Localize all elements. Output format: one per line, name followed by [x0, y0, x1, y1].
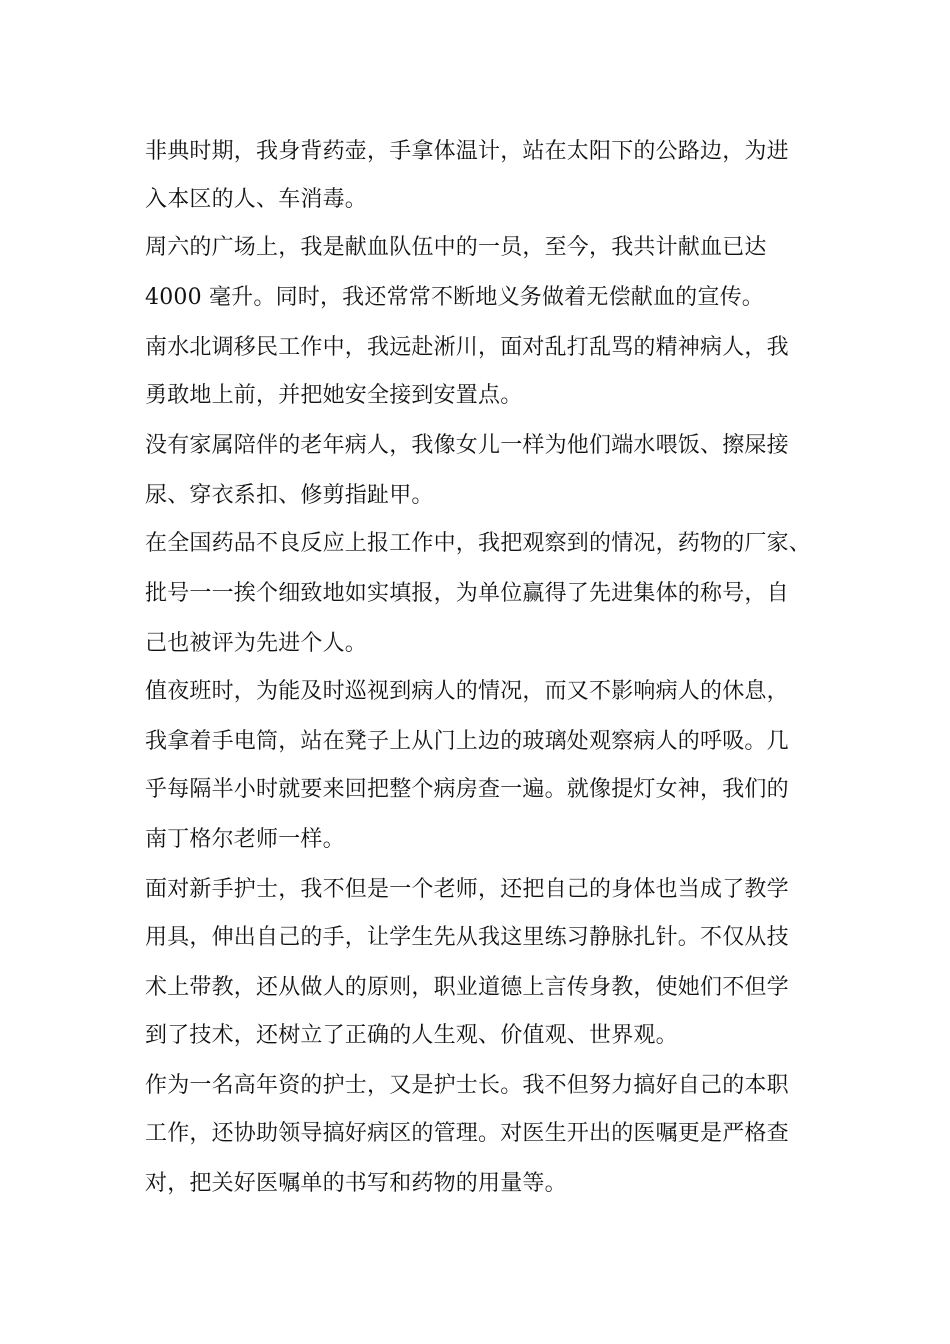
text-line: 用具，伸出自己的手，让学生先从我这里练习静脉扎针。不仅从技: [145, 925, 789, 950]
text-line: 4000 毫升。同时，我还常常不断地义务做着无偿献血的宣传。: [145, 285, 764, 310]
text-line: 乎每隔半小时就要来回把整个病房查一遍。就像提灯女神，我们的: [145, 777, 789, 802]
text-line: 批号一一挨个细致地如实填报，为单位赢得了先进集体的称号，自: [145, 581, 789, 606]
text-line: 南丁格尔老师一样。: [145, 827, 345, 852]
text-line: 工作，还协助领导搞好病区的管理。对医生开出的医嘱更是严格查: [145, 1121, 789, 1146]
text-line: 尿、穿衣系扣、修剪指趾甲。: [145, 483, 434, 508]
text-line: 面对新手护士，我不但是一个老师，还把自己的身体也当成了教学: [145, 877, 789, 902]
text-line: 己也被评为先进个人。: [145, 631, 368, 656]
text-line: 没有家属陪伴的老年病人，我像女儿一样为他们端水喂饭、擦屎接: [145, 433, 789, 458]
text-line: 在全国药品不良反应上报工作中，我把观察到的情况，药物的厂家、: [145, 531, 812, 556]
text-line: 值夜班时，为能及时巡视到病人的情况，而又不影响病人的休息，: [145, 679, 789, 704]
text-line: 对，把关好医嘱单的书写和药物的用量等。: [145, 1171, 567, 1196]
text-line: 我拿着手电筒，站在凳子上从门上边的玻璃处观察病人的呼吸。几: [145, 729, 789, 754]
text-line: 周六的广场上，我是献血队伍中的一员，至今，我共计献血已达: [145, 235, 767, 260]
text-line: 入本区的人、车消毒。: [145, 187, 368, 212]
text-line: 勇敢地上前，并把她安全接到安置点。: [145, 383, 523, 408]
text-line: 术上带教，还从做人的原则，职业道德上言传身教，使她们不但学: [145, 975, 789, 1000]
text-line: 到了技术，还树立了正确的人生观、价值观、世界观。: [145, 1023, 678, 1048]
text-line: 作为一名高年资的护士，又是护士长。我不但努力搞好自己的本职: [145, 1073, 789, 1098]
text-line: 非典时期，我身背药壶，手拿体温计，站在太阳下的公路边，为进: [145, 139, 789, 164]
text-line: 南水北调移民工作中，我远赴淅川，面对乱打乱骂的精神病人，我: [145, 335, 789, 360]
